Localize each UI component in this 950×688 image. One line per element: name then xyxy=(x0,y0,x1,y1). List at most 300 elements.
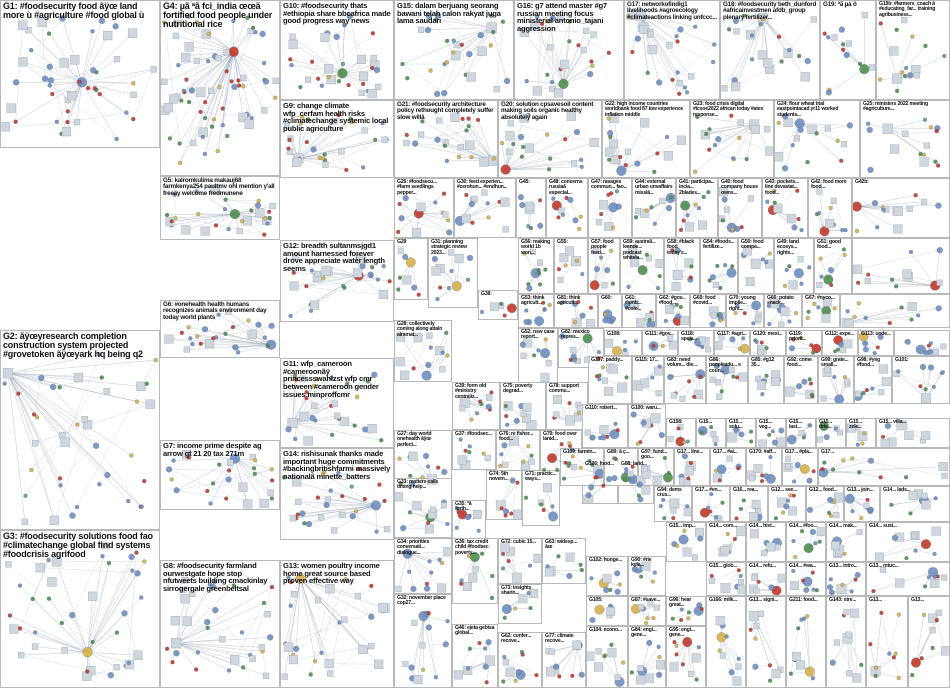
group-box-g51b[interactable] xyxy=(852,238,950,294)
group-box-g17[interactable] xyxy=(624,0,720,100)
group-label: G15... veg... xyxy=(759,419,772,431)
group-label: G39: form old #ministry centraliz... xyxy=(455,383,487,400)
group-label: G1: #foodsecurity food ãÿœ land more ù #agriculture #food global ù xyxy=(3,1,145,21)
group-box-g9[interactable] xyxy=(280,100,394,178)
group-box-g15i[interactable] xyxy=(706,562,746,596)
group-box-g23[interactable] xyxy=(690,100,774,178)
group-box-g26[interactable] xyxy=(394,178,454,238)
group-label: G14... #wa... xyxy=(789,563,817,569)
group-label: G23: food crisis digital #icsoe2022 african today #atex response... xyxy=(693,101,764,118)
group-box-g56[interactable] xyxy=(518,238,554,294)
group-box-g143[interactable] xyxy=(826,596,866,688)
group-label: G119: priorit... xyxy=(789,331,807,343)
group-label: G8: #foodsecurity farmland ourwestgate hope stop nfutweets building cmackinlay sirrogergale greenbeltsal xyxy=(163,561,268,594)
group-box-g98[interactable] xyxy=(854,356,892,404)
group-box-g15a[interactable] xyxy=(696,418,726,448)
group-box-g41[interactable] xyxy=(676,178,718,238)
group-label: G101: xyxy=(895,357,909,363)
group-label: G14... mak... xyxy=(829,523,857,529)
group-box-g45[interactable] xyxy=(516,178,546,238)
group-label: G82: mexico repres... xyxy=(561,329,590,341)
group-box-g67b[interactable] xyxy=(840,294,950,328)
group-box-g85[interactable] xyxy=(748,356,784,404)
group-box-g5[interactable] xyxy=(160,176,280,240)
group-box-g55[interactable] xyxy=(554,238,588,294)
group-label: G104: econo... xyxy=(589,627,622,633)
group-label: G74: 5th novem... xyxy=(489,471,509,483)
group-label: G95: engi... gene... xyxy=(669,627,695,639)
group-label: G12... food... xyxy=(809,487,838,493)
group-label: G69: food #covid... xyxy=(693,295,716,307)
group-box-g81[interactable] xyxy=(554,294,598,328)
group-box-g15h[interactable] xyxy=(666,522,706,562)
group-label: G14... sust... xyxy=(869,523,897,529)
group-box-g76[interactable] xyxy=(496,430,540,474)
group-box-g40[interactable] xyxy=(718,178,762,238)
group-box-g59[interactable] xyxy=(620,238,664,294)
group-box-g15d[interactable] xyxy=(786,418,816,448)
group-label: G100: waru... xyxy=(631,405,661,411)
group-label: G90: #rie kyle... xyxy=(631,557,652,569)
group-box-g10[interactable] xyxy=(280,0,394,100)
group-label: G4: µã ªã fci_india œœã fortified food people under nutritional rice xyxy=(163,1,273,30)
group-box-g60[interactable] xyxy=(598,294,622,328)
group-network-g51b xyxy=(853,239,949,293)
group-label: G85: #g12 35... xyxy=(751,357,774,369)
group-label: G88: larid... xyxy=(621,461,647,467)
group-box-g48[interactable] xyxy=(546,178,588,238)
group-label: G16... rea... xyxy=(733,487,759,493)
group-box-g46[interactable] xyxy=(452,624,498,688)
group-box-g108[interactable] xyxy=(604,330,642,356)
group-network-g13d xyxy=(747,597,785,687)
group-label: G6: #onehealth health humans recognizes animals environment day today world plants xyxy=(163,301,267,321)
group-label: G111: #gov... xyxy=(645,331,674,337)
group-box-g100[interactable] xyxy=(628,404,666,448)
group-box-g17d[interactable] xyxy=(818,448,950,486)
group-box-g15e[interactable] xyxy=(816,418,846,448)
group-box-g15c[interactable] xyxy=(756,418,786,448)
group-label: G28: collectively coming along attain airsmat... xyxy=(397,321,443,338)
group-label: G13... signi... xyxy=(749,597,778,603)
group-box-g18[interactable] xyxy=(720,0,820,100)
group-box-g24[interactable] xyxy=(774,100,860,178)
group-label: G20: solution cpsavesoil content making soils organic healthy absolutely again xyxy=(501,101,594,121)
group-label: G54: #foods... fertilize... xyxy=(703,239,735,251)
group-box-g83[interactable] xyxy=(664,356,706,404)
group-box-g15b[interactable] xyxy=(726,418,756,448)
group-network-g45 xyxy=(517,179,545,237)
group-box-g12[interactable] xyxy=(280,240,394,322)
group-label: G48: concerns russiaâ especial... xyxy=(549,179,583,196)
group-box-g62b[interactable] xyxy=(498,632,542,688)
group-box-g115[interactable] xyxy=(632,356,664,404)
group-label: G14... refu... xyxy=(749,563,776,569)
group-label: G143: stre... xyxy=(829,597,857,603)
group-box-g13d[interactable] xyxy=(746,596,786,688)
group-label: G27: day world onehealth ãÿœ perfect... xyxy=(397,431,432,448)
group-box-g34[interactable] xyxy=(394,538,452,594)
group-box-g13a[interactable] xyxy=(844,486,880,522)
group-label: G11: wfp_cameroon #cameroonãÿ princessswahlzst wfp cmr between #cameroon gender issues minproffcmr xyxy=(283,359,379,399)
group-box-g12b[interactable] xyxy=(806,486,844,522)
group-box-g16[interactable] xyxy=(514,0,624,100)
group-label: G113: unde... xyxy=(861,331,891,337)
group-box-g166[interactable] xyxy=(706,596,746,688)
group-box-g30[interactable] xyxy=(454,178,516,238)
group-label: G42: food more food... xyxy=(811,179,847,191)
group-box-g71[interactable] xyxy=(522,470,560,526)
group-box-g107[interactable] xyxy=(588,356,632,404)
group-label: G112: expe... xyxy=(825,331,855,337)
group-label: G3: #foodsecurity solutions food fao #climatechange global find systems #foodcrisis agrifood xyxy=(3,531,153,560)
group-label: G51: good food... xyxy=(817,239,841,251)
group-label: G30: feed experien... #zerohun... #endhun... xyxy=(457,179,508,191)
group-label: G52: nsw case report... xyxy=(521,329,555,341)
group-network-g101 xyxy=(893,357,949,403)
group-box-g13[interactable] xyxy=(280,560,394,688)
group-label: G59: australi... leende... podcast whitela... xyxy=(623,239,656,261)
group-label: G94: dems crus... xyxy=(657,487,682,499)
group-box-g94[interactable] xyxy=(654,486,692,522)
group-label: G62: #gov... #food... xyxy=(659,295,686,307)
group-box-g13e[interactable] xyxy=(866,596,908,688)
group-label: G170: #aff... xyxy=(749,449,776,455)
group-box-g112[interactable] xyxy=(822,330,858,356)
group-label: G15... drie... xyxy=(819,419,832,431)
group-network-g113b xyxy=(895,331,949,355)
group-box-g99[interactable] xyxy=(818,356,854,404)
group-box-g51[interactable] xyxy=(814,238,852,294)
group-label: G15... last... xyxy=(789,419,802,431)
group-box-g29[interactable] xyxy=(394,238,428,300)
group-box-g31[interactable] xyxy=(428,238,478,308)
group-label: G21: #foodsecurity architecture policy rethought completely suffer slow willâ xyxy=(397,101,494,121)
group-box-g62[interactable] xyxy=(656,294,690,328)
group-box-g113[interactable] xyxy=(858,330,894,356)
group-box-g78[interactable] xyxy=(546,382,588,430)
group-box-g105[interactable] xyxy=(586,596,628,626)
group-label: G24: flour wheat trial eastpointacad yr11 worked students... xyxy=(777,101,839,118)
group-box-g6[interactable] xyxy=(160,300,280,358)
group-box-g3[interactable] xyxy=(0,530,160,688)
group-box-g74[interactable] xyxy=(486,470,522,520)
group-box-g14d[interactable] xyxy=(786,522,826,562)
group-label: G44: external urban unvaffairs missiã... xyxy=(635,179,673,196)
group-label: G14: rishisunak thanks made important huge commitments #backingbritishfarmi massively nationalâ minette_batters xyxy=(283,449,391,482)
group-box-g69[interactable] xyxy=(690,294,726,328)
group-label: G18: #foodsecurity beth_dunford #africainvestmen afdb_group plenary fertilizer... xyxy=(723,1,817,21)
group-label: G35: ªã forth... xyxy=(455,501,472,513)
group-label: G7: income prime despite ag arrow gt 21 20 tax 271m xyxy=(163,441,262,458)
group-label: G87: #save... xyxy=(631,597,661,603)
group-box-g50[interactable] xyxy=(738,238,774,294)
group-label: G22: high income countries worldbank food 87 low experience inflation middle xyxy=(605,101,684,118)
group-label: G14... hist... xyxy=(749,523,776,529)
group-box-g4[interactable] xyxy=(160,0,280,176)
group-network-g67b xyxy=(841,295,949,327)
group-label: G13: women poultry income home great source based proven effective way xyxy=(283,561,380,586)
group-box-g54[interactable] xyxy=(700,238,738,294)
group-label: G47: ravages commun... fao... xyxy=(591,179,628,191)
group-label: G86: peopleadu... e coun... xyxy=(709,357,741,374)
group-label: G76: re fisher... food... xyxy=(499,431,534,443)
group-box-g57[interactable] xyxy=(588,238,620,294)
group-label: G83: need volum... die... xyxy=(667,357,697,369)
group-box-g21[interactable] xyxy=(394,100,498,178)
group-box-g119[interactable] xyxy=(786,330,822,356)
group-box-g95[interactable] xyxy=(666,626,706,688)
group-label: G15... villa... xyxy=(879,419,906,425)
group-label: G14... #foo... xyxy=(789,523,818,529)
group-box-g14h[interactable] xyxy=(786,562,826,596)
group-box-g53[interactable] xyxy=(518,294,554,328)
group-label: G17... line... xyxy=(677,449,704,455)
group-box-g12a[interactable] xyxy=(768,486,806,522)
group-label: G16: g7 attend master #g7 russian meeting focus ministerial antonio_tajani aggression xyxy=(517,1,607,34)
group-label: G92: come food... xyxy=(787,357,812,369)
group-box-g14e[interactable] xyxy=(826,522,866,562)
group-box-g39[interactable] xyxy=(452,382,500,430)
group-label: G31: planning strategic review 2023... xyxy=(431,239,468,256)
group-label: G17... #ai... xyxy=(713,449,738,455)
group-box-g110[interactable] xyxy=(582,404,628,448)
group-box-g44[interactable] xyxy=(632,178,676,238)
group-box-g158[interactable] xyxy=(666,418,696,448)
group-label: G13... xyxy=(911,597,924,603)
group-box-g73[interactable] xyxy=(498,584,542,624)
group-label: G14... com... xyxy=(709,523,737,529)
group-label: G40: food company house owns... xyxy=(721,179,758,196)
group-network-g13f xyxy=(909,597,949,687)
group-label: G14... lads... xyxy=(883,487,911,493)
group-box-g86[interactable] xyxy=(706,356,748,404)
group-label xyxy=(841,295,949,296)
group-label: G109: farmin... xyxy=(563,449,597,455)
group-label: G78: support commu... xyxy=(549,383,579,395)
group-box-g20b[interactable] xyxy=(876,0,950,100)
group-label: G13... intro... xyxy=(829,563,858,569)
group-label: G36: tax credit child #foodsec poverty... xyxy=(455,539,489,556)
group-box-g14f[interactable] xyxy=(866,522,950,562)
group-label: G71: practic... ways... xyxy=(525,471,557,483)
group-box-g1[interactable] xyxy=(0,0,160,148)
group-box-g84[interactable] xyxy=(628,626,666,688)
group-box-g111[interactable] xyxy=(642,330,678,356)
group-box-g2[interactable] xyxy=(0,330,160,530)
group-label: G32: november place cop27... xyxy=(397,595,446,607)
group-label: G13... xyxy=(869,597,882,603)
group-network-g32 xyxy=(395,595,451,687)
group-box-g15[interactable] xyxy=(394,0,514,100)
group-label: G29 xyxy=(397,239,407,245)
group-network-g107 xyxy=(589,357,631,403)
group-network-g72 xyxy=(499,539,541,583)
group-label: G56: making world 1b won... xyxy=(521,239,550,256)
group-box-g13b[interactable] xyxy=(826,562,866,596)
group-label: G38: xyxy=(481,291,492,297)
group-box-g113b[interactable] xyxy=(894,330,950,356)
group-box-g15f[interactable] xyxy=(846,418,876,448)
group-label: G97: fund... goo... xyxy=(641,449,668,461)
group-box-g101[interactable] xyxy=(892,356,950,404)
group-label: G49: land ecosys... rights... xyxy=(777,239,799,256)
group-label: G60: xyxy=(601,295,612,301)
group-label: G15... zele... xyxy=(849,419,862,431)
group-label: G26: #foodsecu... #farm seedlings pepper... xyxy=(397,179,437,196)
group-box-g102[interactable] xyxy=(586,556,628,596)
group-box-g36[interactable] xyxy=(452,538,498,604)
group-box-g42[interactable] xyxy=(808,178,852,238)
group-label: G211: food... xyxy=(789,597,818,603)
group-label: G110: robert... xyxy=(585,405,617,411)
group-label: G117: #agri... xyxy=(717,331,747,337)
group-box-g17a[interactable] xyxy=(674,448,710,486)
group-label: G37: #foodsec... xyxy=(455,431,492,437)
group-label: G5: kalromkulima makauj68 farmkenya254 paultmv ohl mention y'all freeäy welcome fredmunene xyxy=(163,177,275,197)
group-box-g72[interactable] xyxy=(498,538,542,584)
group-box-g14[interactable] xyxy=(280,448,394,540)
group-label: G106: food... xyxy=(585,461,614,467)
group-label: G42b: xyxy=(855,179,869,185)
group-box-g49[interactable] xyxy=(774,238,814,294)
group-box-g43[interactable] xyxy=(762,178,808,238)
group-label: G66: potato snack... xyxy=(767,295,794,307)
group-label: G98: #yeg #food... xyxy=(857,357,880,369)
group-box-g13f[interactable] xyxy=(908,596,950,688)
group-label: G108: xyxy=(607,331,621,337)
group-network-g110 xyxy=(583,405,627,447)
group-label: G166: milk... xyxy=(709,597,737,603)
group-label: G10: #foodsecurity thats #ethiopia share bbcafrica made good progress way news xyxy=(283,1,391,26)
group-label: G15... solu... xyxy=(729,419,743,431)
group-label: G89: ã ç... xyxy=(607,449,630,455)
group-label: G15... xyxy=(699,419,712,425)
group-network-g29 xyxy=(395,239,427,299)
group-box-g92[interactable] xyxy=(784,356,818,404)
group-box-g14a[interactable] xyxy=(880,486,950,522)
group-label: G99: grate... small... xyxy=(821,357,849,369)
group-label: G81: think agricult... xyxy=(557,295,581,307)
group-box-g17c[interactable] xyxy=(782,448,818,486)
group-label: G43: pockets... line devastat... food... xyxy=(765,179,799,196)
group-label: G75: poverty degrad... xyxy=(503,383,533,395)
group-box-g14c[interactable] xyxy=(746,522,786,562)
group-box-g42b[interactable] xyxy=(852,178,950,238)
group-label: G63: widesp... ãœ xyxy=(545,539,578,551)
group-label: G58: #black food today's... xyxy=(667,239,694,256)
group-box-g67[interactable] xyxy=(802,294,840,328)
group-box-g47[interactable] xyxy=(588,178,632,238)
group-box-g120[interactable] xyxy=(750,330,786,356)
group-box-g15g[interactable] xyxy=(876,418,950,448)
group-label: G57: food people feed... xyxy=(591,239,614,256)
group-box-g75[interactable] xyxy=(500,382,546,430)
group-box-g33[interactable] xyxy=(394,478,452,538)
group-label: G115: 17... xyxy=(635,357,659,363)
group-label: G19: ªã µà ö xyxy=(823,1,857,8)
group-box-g25[interactable] xyxy=(860,100,950,178)
group-box-g63[interactable] xyxy=(542,538,586,584)
group-label: G118: spcia... xyxy=(681,331,697,343)
group-box-g96[interactable] xyxy=(666,596,706,626)
group-box-g7[interactable] xyxy=(160,440,280,510)
group-label: G19b: #farmers_coach ã #educating_far... training agribusiness... xyxy=(879,1,936,18)
group-box-g52[interactable] xyxy=(518,328,558,384)
group-box-g38[interactable] xyxy=(478,290,518,320)
group-label: G12... see... xyxy=(771,487,797,493)
group-label: G158: xyxy=(669,419,683,425)
group-box-g211[interactable] xyxy=(786,596,826,688)
group-label: G62: confer... recove... xyxy=(501,633,532,645)
group-label: G15: dalam berjuang seorang bawani telah calon rakyat juga lama saudari xyxy=(397,1,501,26)
group-network-g55 xyxy=(555,239,587,293)
group-label: G105: xyxy=(589,597,603,603)
group-network-g42b xyxy=(853,179,949,237)
group-label: G9: change climate wfp_cerfam health risks #climatechange systemic local public agriculture xyxy=(283,101,389,134)
group-label: G79: food over lanid... xyxy=(543,431,577,443)
group-label: G34: priorities conversati... dialogue... xyxy=(397,539,430,556)
group-box-g16a[interactable] xyxy=(730,486,768,522)
group-label: G61: #amb... #colo... xyxy=(625,295,642,312)
group-network-g115 xyxy=(633,357,663,403)
group-label xyxy=(895,331,949,332)
group-label: G72: cubic 15... xyxy=(501,539,536,545)
group-label: G17... #en... xyxy=(695,487,722,493)
group-box-g17b[interactable] xyxy=(710,448,746,486)
group-label: G77: climate recove... xyxy=(545,633,574,645)
group-label: G55: xyxy=(557,239,568,245)
group-box-g37[interactable] xyxy=(452,430,496,470)
group-label xyxy=(853,239,949,240)
group-box-g19[interactable] xyxy=(820,0,876,100)
group-label: G15... glob... xyxy=(709,563,738,569)
group-box-g14g[interactable] xyxy=(746,562,786,596)
group-box-g11[interactable] xyxy=(280,358,394,448)
group-box-g58[interactable] xyxy=(664,238,700,294)
group-box-g90[interactable] xyxy=(628,556,666,596)
group-box-g28[interactable] xyxy=(394,320,452,382)
group-box-g8[interactable] xyxy=(160,560,280,688)
group-box-g66[interactable] xyxy=(764,294,802,328)
group-box-g104[interactable] xyxy=(586,626,628,688)
group-label: G96: hear great... xyxy=(669,597,692,609)
group-box-g117[interactable] xyxy=(714,330,750,356)
group-label: G17... xyxy=(821,449,834,455)
group-label: G107: paddy... xyxy=(591,357,624,363)
group-label: G17: networkofindig1 livelihoods #agroecology #climateactions linking unfccc... xyxy=(627,1,717,21)
group-box-g118[interactable] xyxy=(678,330,714,356)
group-network-g19 xyxy=(821,1,875,99)
group-box-g20[interactable] xyxy=(498,100,602,178)
group-box-g70[interactable] xyxy=(726,294,764,328)
group-box-g13c[interactable] xyxy=(866,562,950,596)
group-box-g32[interactable] xyxy=(394,594,452,688)
group-box-g14b[interactable] xyxy=(706,522,746,562)
group-box-g35[interactable] xyxy=(452,500,486,540)
group-box-g87[interactable] xyxy=(628,596,666,626)
group-label: G102: hunge... xyxy=(589,557,622,563)
group-box-g17e[interactable] xyxy=(692,486,730,522)
group-box-g61[interactable] xyxy=(622,294,656,328)
group-network-g211 xyxy=(787,597,825,687)
group-label: G46: ejeta gebisa global... xyxy=(455,625,495,637)
group-label: G12: breadth sultanmsjgd1 amount harnessed forever drove appreciate water length seems xyxy=(283,241,385,274)
group-box-g170[interactable] xyxy=(746,448,782,486)
group-box-g22[interactable] xyxy=(602,100,690,178)
group-label: G2: ãÿœyresearch completion construction system projected #grovetoken ãÿœyark hq being q2 xyxy=(3,331,143,360)
group-box-g77[interactable] xyxy=(542,632,586,688)
